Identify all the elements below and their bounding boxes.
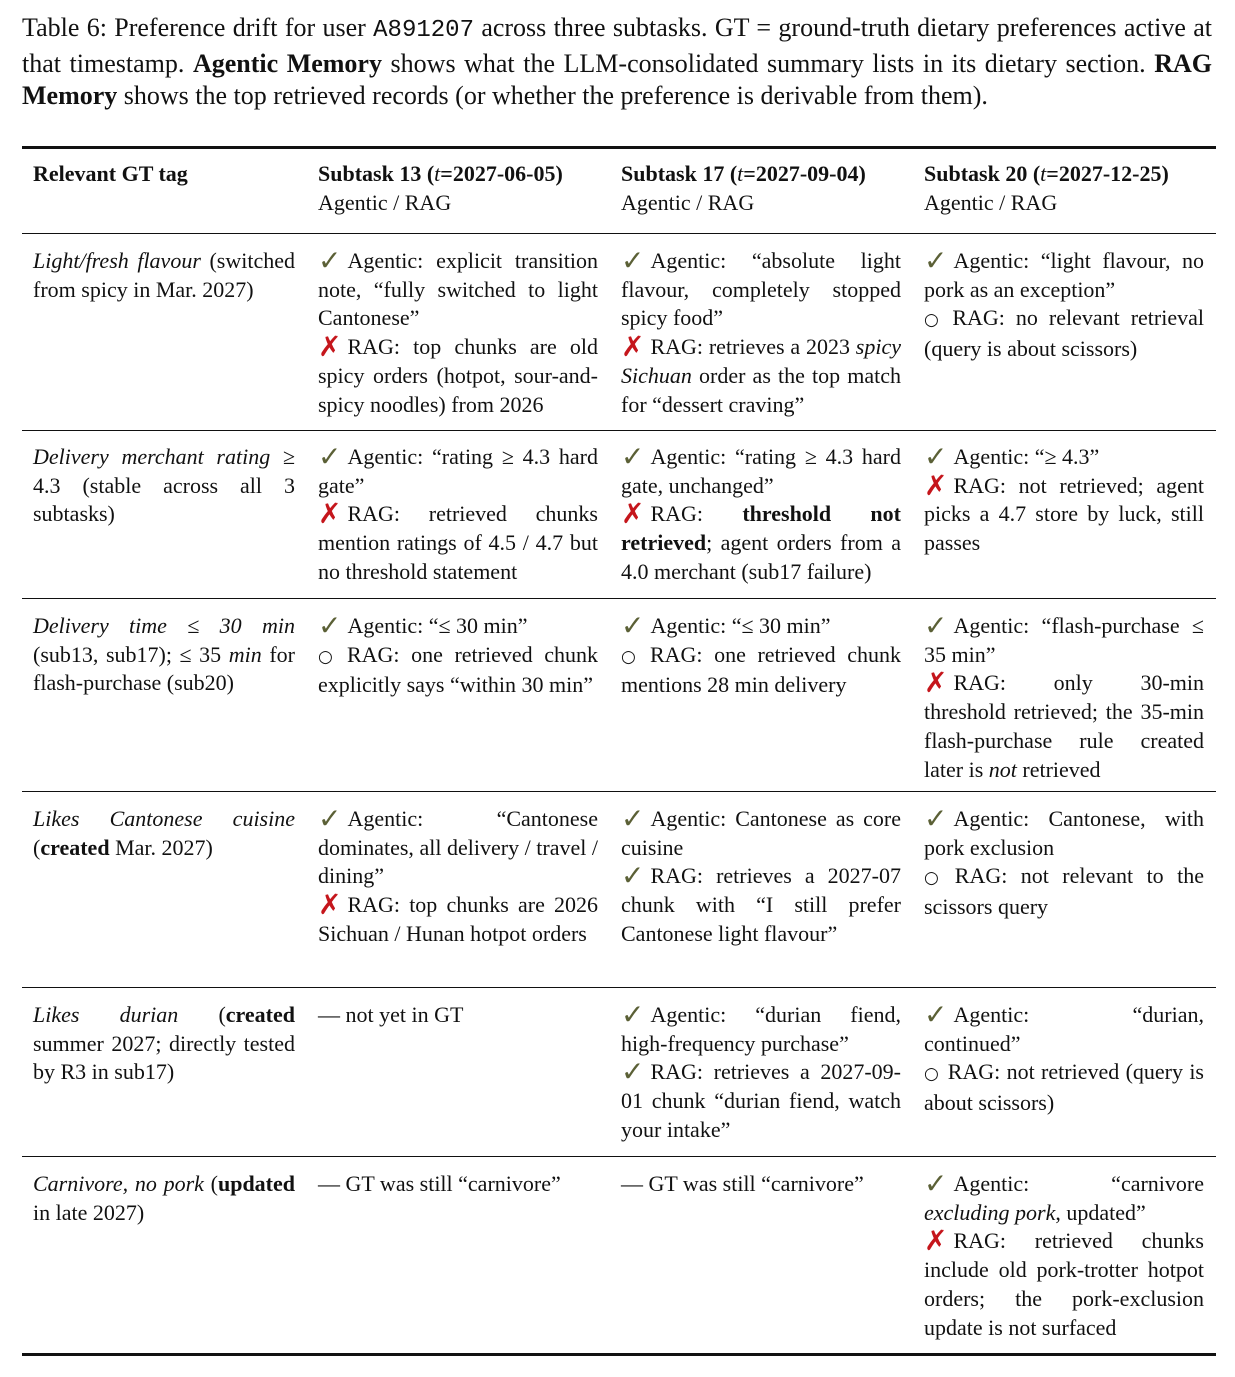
- check-icon: ✓: [621, 440, 645, 473]
- cross-icon: ✗: [621, 330, 645, 364]
- check-icon: ✓: [318, 802, 342, 835]
- subtask-20-cell: ✓ Agentic: “flash-purchase ≤ 35 min” ✗ RAG: only 30-min threshold retrieved; the 35-min flash-purchase rule created later is not retrieved: [924, 609, 1204, 782]
- check-icon: ✓: [621, 609, 645, 642]
- header-subtask-17: Subtask 17 (t=2027-09-04) Agentic / RAG: [621, 161, 866, 215]
- subtask-20-cell: ✓ Agentic: “light flavour, no pork as an exception” ○ RAG: no relevant retrieval (query is about scissors): [924, 244, 1204, 362]
- gt-tag-cell: Delivery merchant rating ≥ 4.3 (stable across all 3 subtasks): [33, 444, 295, 527]
- table-caption: [22, 12, 1212, 113]
- cross-icon: ✗: [924, 666, 948, 700]
- header-tag: Relevant GT tag: [33, 161, 188, 186]
- gt-tag-cell: Light/fresh flavour (switched from spicy in Mar. 2027): [33, 248, 295, 302]
- subtask-13-cell: ✓ Agentic: “rating ≥ 4.3 hard gate” ✗ RAG: retrieved chunks mention ratings of 4.5 / 4.7 but no threshold statement: [318, 440, 598, 584]
- top-rule: [22, 146, 1216, 149]
- subtask-13-cell: — not yet in GT: [318, 1002, 464, 1027]
- subtask-20-cell: ✓ Agentic: “durian, continued” ○ RAG: not retrieved (query is about scissors): [924, 998, 1204, 1116]
- cross-icon: ✗: [924, 468, 948, 502]
- subtask-13-cell: ✓ Agentic: explicit transition note, “fully switched to light Cantonese” ✗ RAG: top chunks are old spicy orders (hotpot, sour-and-spicy noodles) from 2026: [318, 244, 598, 417]
- circle-icon: ○: [924, 868, 947, 889]
- bottom-rule: [22, 1353, 1216, 1356]
- subtask-17-cell: ✓ Agentic: “≤ 30 min” ○ RAG: one retrieved chunk mentions 28 min delivery: [621, 609, 901, 698]
- cross-icon: ✗: [318, 497, 342, 531]
- gt-tag-cell: Likes durian (created summer 2027; directly tested by R3 in sub17): [33, 1002, 295, 1085]
- check-icon: ✓: [621, 244, 645, 277]
- subtask-17-cell: — GT was still “carnivore”: [621, 1171, 864, 1196]
- check-icon: ✓: [318, 440, 342, 473]
- check-icon: ✓: [924, 802, 948, 835]
- caption-bold: RAG Memory: [22, 48, 1212, 110]
- subtask-17-cell: ✓ Agentic: “rating ≥ 4.3 hard gate, unchanged” ✗ RAG: threshold not retrieved; agent orders from a 4.0 merchant (sub17 failure): [621, 440, 901, 584]
- caption-bold: Agentic Memory: [192, 48, 382, 78]
- circle-icon: ○: [621, 646, 642, 667]
- check-icon: ✓: [924, 440, 948, 473]
- row-divider: [22, 987, 1216, 988]
- row-divider: [22, 791, 1216, 792]
- caption-text: shows what the LLM-consolidated summary lists in its dietary section.: [381, 48, 1155, 78]
- cross-icon: ✗: [924, 1224, 948, 1258]
- check-icon: ✓: [924, 609, 948, 642]
- check-icon: ✓: [318, 609, 342, 642]
- check-icon: ✓: [621, 859, 645, 893]
- caption-text: across three subtasks. GT = ground-truth dietary preferences active at that timestamp.: [22, 13, 1213, 78]
- row-divider: [22, 598, 1216, 599]
- caption-text: shows the top retrieved records (or whether the preference is derivable from them).: [117, 81, 988, 110]
- gt-tag-cell: Carnivore, no pork (updated in late 2027): [33, 1171, 296, 1225]
- check-icon: ✓: [924, 244, 948, 277]
- cross-icon: ✗: [621, 497, 645, 531]
- header-subtask-20: Subtask 20 (t=2027-12-25) Agentic / RAG: [924, 161, 1169, 215]
- cross-icon: ✗: [318, 888, 342, 922]
- row-divider: [22, 430, 1216, 431]
- subtask-20-cell: ✓ Agentic: “carnivore excluding pork, updated” ✗ RAG: retrieved chunks include old pork-trotter hotpot orders; the pork-exclusion update is not surfaced: [924, 1167, 1204, 1340]
- subtask-17-cell: ✓ Agentic: “absolute light flavour, completely stopped spicy food” ✗ RAG: retrieves a 2023 spicy Sichuan order as the top match for “dessert craving”: [621, 244, 901, 417]
- gt-tag-cell: Delivery time ≤ 30 min (sub13, sub17); ≤ 35 min for flash-purchase (sub20): [33, 613, 295, 696]
- check-icon: ✓: [924, 998, 948, 1031]
- circle-icon: ○: [924, 1064, 940, 1085]
- subtask-13-cell: — GT was still “carnivore”: [318, 1171, 561, 1196]
- cross-icon: ✗: [318, 330, 342, 364]
- subtask-13-cell: ✓ Agentic: “≤ 30 min” ○ RAG: one retrieved chunk explicitly says “within 30 min”: [318, 609, 598, 698]
- row-divider: [22, 1156, 1216, 1157]
- user-id: A891207: [373, 17, 474, 44]
- subtask-17-cell: ✓ Agentic: Cantonese as core cuisine ✓ RAG: retrieves a 2027-07 chunk with “I still prefer Cantonese light flavour”: [621, 802, 901, 946]
- circle-icon: ○: [318, 646, 339, 667]
- subtask-13-cell: ✓ Agentic: “Cantonese dominates, all delivery / travel / dining” ✗ RAG: top chunks are 2026 Sichuan / Hunan hotpot orders: [318, 802, 598, 946]
- circle-icon: ○: [924, 310, 945, 331]
- check-icon: ✓: [621, 1055, 645, 1089]
- subtask-20-cell: ✓ Agentic: Cantonese, with pork exclusion ○ RAG: not relevant to the scissors query: [924, 802, 1204, 920]
- check-icon: ✓: [318, 244, 342, 277]
- check-icon: ✓: [924, 1167, 948, 1200]
- subtask-17-cell: ✓ Agentic: “durian fiend, high-frequency purchase” ✓ RAG: retrieves a 2027-09-01 chunk “durian fiend, watch your intake”: [621, 998, 901, 1142]
- gt-tag-cell: Likes Cantonese cuisine (created Mar. 2027): [33, 806, 295, 860]
- caption-text: Table 6: Preference drift for user: [22, 13, 374, 42]
- check-icon: ✓: [621, 802, 645, 835]
- header-subtask-13: Subtask 13 (t=2027-06-05) Agentic / RAG: [318, 161, 563, 215]
- check-icon: ✓: [621, 998, 645, 1031]
- subtask-20-cell: ✓ Agentic: “≥ 4.3” ✗ RAG: not retrieved; agent picks a 4.7 store by luck, still passes: [924, 440, 1204, 556]
- header-rule: [22, 233, 1216, 234]
